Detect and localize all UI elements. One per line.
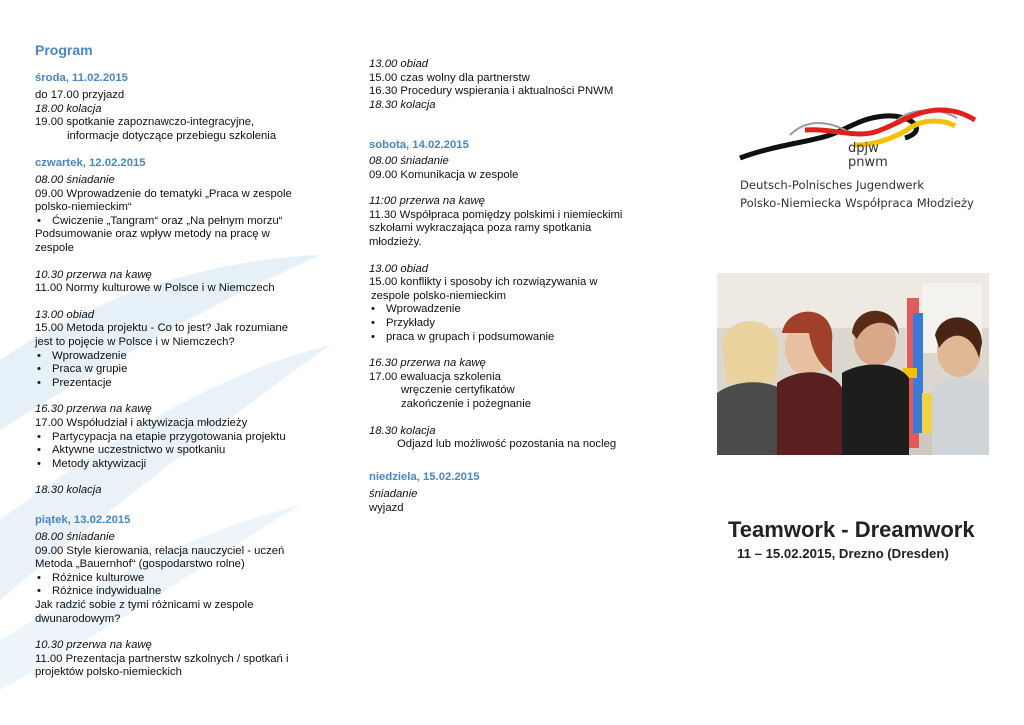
- schedule-line: Metoda „Bauernhof“ (gospodarstwo rolne): [35, 558, 245, 571]
- schedule-line: 09.00 Style kierowania, relacja nauczyciel - uczeń: [35, 544, 285, 557]
- schedule-line: 13.00 obiad: [35, 308, 95, 321]
- schedule-line: 18.00 kolacja: [35, 102, 102, 115]
- day-date-friday: piątek, 13.02.2015: [35, 514, 131, 526]
- schedule-line: 13.00 obiad: [369, 262, 429, 275]
- workshop-photo: [717, 273, 989, 455]
- schedule-line: 16.30 Procedury wspierania i aktualności PNWM: [369, 85, 614, 98]
- schedule-line: Odjazd lub możliwość pozostania na nocleg: [397, 438, 617, 451]
- schedule-line: zespole: [35, 241, 74, 254]
- schedule-line: wręczenie certyfikatów: [401, 384, 515, 397]
- schedule-line: 15.00 czas wolny dla partnerstw: [369, 71, 530, 84]
- schedule-line: dwunarodowym?: [35, 612, 121, 625]
- schedule-line: szkołami wykraczająca poza ramy spotkania: [369, 222, 592, 235]
- bullet-item: • Wprowadzenie: [369, 303, 659, 317]
- bullet-item: • Wprowadzenie: [35, 350, 345, 364]
- bullet-item: • Metody aktywizacji: [35, 458, 345, 472]
- brand-name-de: Deutsch-Polnisches Jugendwerk: [740, 178, 925, 192]
- schedule-line: 11:00 przerwa na kawę: [369, 195, 485, 208]
- bullet-item: • Różnice indywidualne: [35, 585, 345, 599]
- schedule-line: 11.00 Normy kulturowe w Polsce i w Niemczech: [35, 282, 275, 295]
- schedule-line: zakończenie i pożegnanie: [401, 397, 532, 410]
- bullet-item: • Partycypacja na etapie przygotowania projektu: [35, 431, 345, 445]
- schedule-line: 18.30 kolacja: [369, 424, 436, 437]
- schedule-line: jest to pojęcie w Polsce i w Niemczech?: [35, 335, 235, 348]
- schedule-line: 15.00 konflikty i sposoby ich rozwiązywania w: [369, 276, 598, 289]
- logo-text-dpjw: dpjw: [848, 141, 879, 156]
- page-subtitle: 11 – 15.02.2015, Drezno (Dresden): [737, 546, 949, 561]
- bullet-item: • Aktywne uczestnictwo w spotkaniu: [35, 444, 345, 458]
- day-date-thursday: czwartek, 12.02.2015: [35, 157, 146, 169]
- page-title: Teamwork - Dreamwork: [728, 517, 975, 542]
- schedule-line: młodzieży.: [369, 235, 422, 248]
- schedule-line: 10.30 przerwa na kawę: [35, 268, 152, 281]
- schedule-line: 08.00 śniadanie: [35, 531, 115, 543]
- schedule-line: 18.30 kolacja: [369, 98, 436, 111]
- schedule-line: wyjazd: [369, 501, 404, 514]
- schedule-line: 11.30 Współpraca pomiędzy polskimi i niemieckimi: [369, 208, 623, 221]
- bullet-item: • Ćwiczenie „Tangram“ oraz „Na pełnym morzu“: [35, 215, 345, 229]
- schedule-line: 16.30 przerwa na kawę: [35, 403, 152, 416]
- schedule-line: 09.00 Wprowadzenie do tematyki „Praca w zespole: [35, 187, 292, 200]
- schedule-line: informacje dotyczące przebiegu szkolenia: [67, 129, 277, 142]
- schedule-line: śniadanie: [369, 488, 418, 500]
- schedule-line: 10.30 przerwa na kawę: [35, 639, 152, 652]
- bullet-item: • Przykłady: [369, 317, 659, 331]
- bullet-item: • Praca w grupie: [35, 363, 345, 377]
- bullet-item: • Prezentacje: [35, 377, 345, 391]
- schedule-line: polsko-niemieckim“: [35, 201, 132, 214]
- schedule-line: 19.00 spotkanie zapoznawczo-integracyjne,: [35, 116, 255, 129]
- schedule-line: 15.00 Metoda projektu - Co to jest? Jak rozumiane: [35, 322, 289, 335]
- schedule-line: 08.00 śniadanie: [369, 155, 449, 167]
- program-heading: Program: [35, 42, 93, 58]
- schedule-line: 18.30 kolacja: [35, 484, 102, 497]
- schedule-line: 08.00 śniadanie: [35, 174, 115, 186]
- bullet-item: • Różnice kulturowe: [35, 572, 345, 586]
- schedule-line: do 17.00 przyjazd: [35, 89, 125, 101]
- brand-name-pl: Polsko-Niemiecka Współpraca Młodzieży: [740, 196, 974, 210]
- schedule-line: Podsumowanie oraz wpływ metody na pracę w: [35, 228, 270, 241]
- schedule-line: 17.00 Współudział i aktywizacja młodzieży: [35, 416, 248, 429]
- day-date-sunday: niedziela, 15.02.2015: [369, 471, 480, 483]
- logo-text-pnwm: pnwm: [848, 155, 888, 170]
- schedule-line: projektów polsko-niemieckich: [35, 666, 182, 679]
- schedule-line: 11.00 Prezentacja partnerstw szkolnych / spotkań i: [35, 652, 289, 665]
- schedule-line: Jak radzić sobie z tymi różnicami w zespole: [35, 598, 254, 611]
- bullet-item: • praca w grupach i podsumowanie: [369, 331, 659, 345]
- schedule-line: 13.00 obiad: [369, 58, 429, 70]
- day-date-wednesday: środa, 11.02.2015: [35, 72, 128, 84]
- schedule-line: 09.00 Komunikacja w zespole: [369, 168, 519, 181]
- schedule-line: 17.00 ewaluacja szkolenia: [369, 370, 501, 383]
- workshop-photo-illustration: [717, 273, 989, 455]
- day-date-saturday: sobota, 14.02.2015: [369, 139, 469, 151]
- schedule-line: zespole polsko-niemieckim: [371, 289, 506, 302]
- schedule-line: 16.30 przerwa na kawę: [369, 357, 486, 370]
